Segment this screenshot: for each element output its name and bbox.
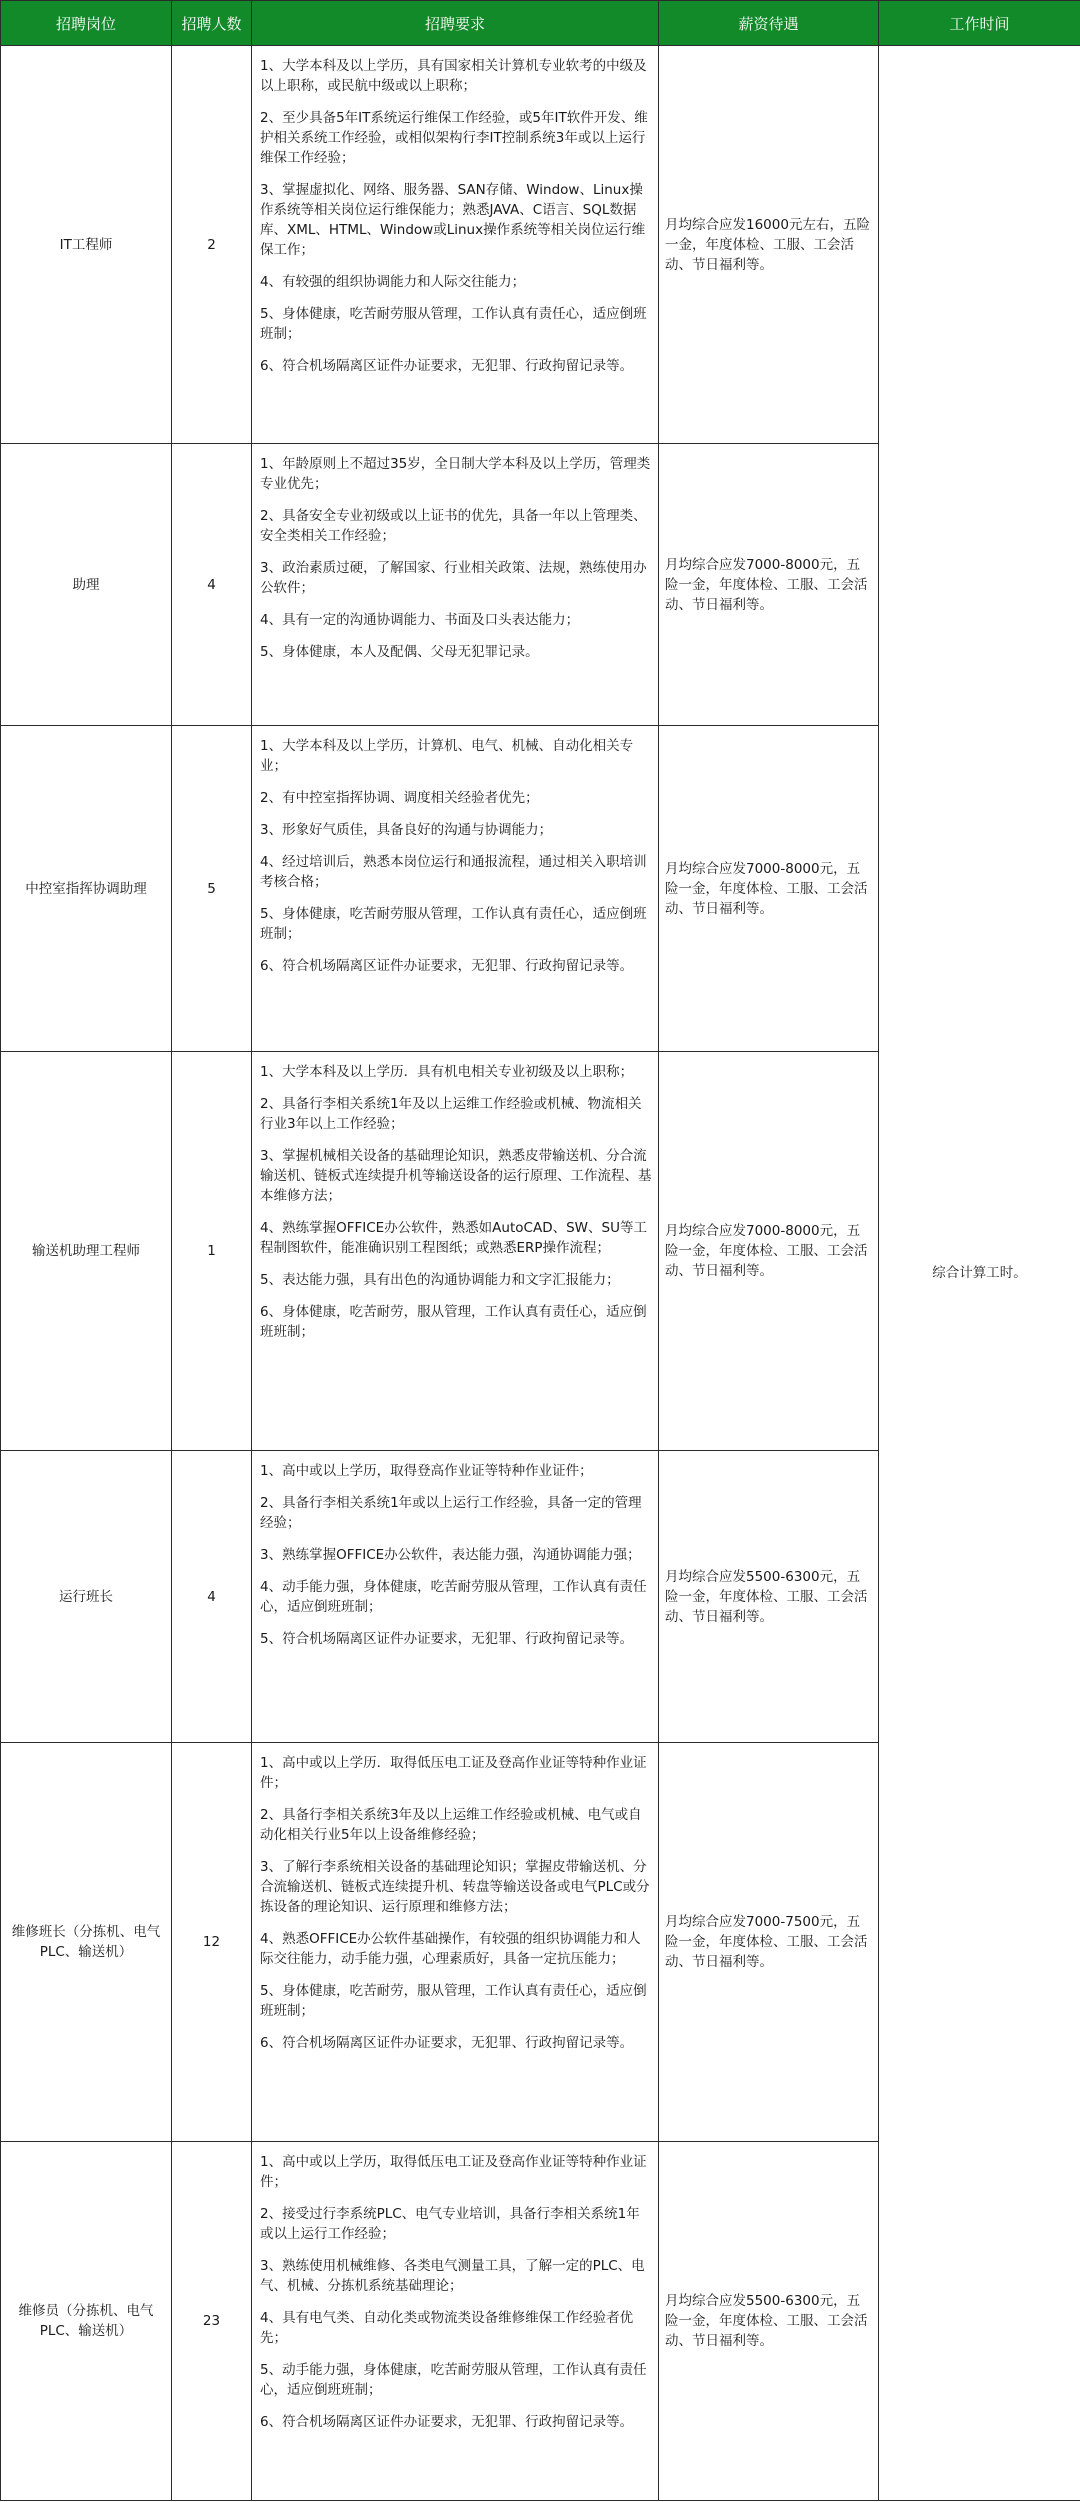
count-cell: 1	[172, 1052, 252, 1451]
salary-cell: 月均综合应发7000-7500元，五险一金，年度体检、工服、工会活动、节日福利等。	[659, 1743, 879, 2142]
header-position: 招聘岗位	[1, 1, 172, 46]
requirement-item: 1、高中或以上学历，取得登高作业证等特种作业证件；	[260, 1463, 593, 1479]
requirements-cell	[252, 444, 659, 726]
count-cell: 5	[172, 726, 252, 1052]
requirement-item: 3、掌握虚拟化、网络、服务器、SAN存储、Window、Linux操作系统等相关岗位运行维保能力；熟悉JAVA、C语言、SQL数据库、XML、HTML、Window或Linux操作系统等相关岗位运行维保工作；	[260, 182, 646, 258]
requirement-item: 6、身体健康，吃苦耐劳，服从管理，工作认真有责任心，适应倒班班制；	[260, 1304, 647, 1340]
requirement-item: 4、经过培训后，熟悉本岗位运行和通报流程，通过相关入职培训考核合格；	[260, 854, 647, 890]
requirement-item: 2、具备安全专业初级或以上证书的优先，具备一年以上管理类、安全类相关工作经验；	[260, 508, 647, 544]
requirement-item: 4、熟悉OFFICE办公软件基础操作，有较强的组织协调能力和人际交往能力，动手能力强，心理素质好，具备一定抗压能力；	[260, 1931, 641, 1967]
header-row	[1, 1, 1080, 46]
requirement-item: 3、熟练使用机械维修、各类电气测量工具，了解一定的PLC、电气、机械、分拣机系统基础理论；	[260, 2258, 645, 2294]
requirement-item: 3、熟练掌握OFFICE办公软件，表达能力强，沟通协调能力强；	[260, 1547, 641, 1563]
requirement-item: 2、具备行李相关系统1年及以上运维工作经验或机械、物流相关行业3年以上工作经验；	[260, 1096, 642, 1132]
position-cell: IT工程师	[1, 46, 172, 444]
requirement-item: 2、有中控室指挥协调、调度相关经验者优先；	[260, 790, 539, 806]
position-cell: 运行班长	[1, 1451, 172, 1743]
requirement-item: 5、身体健康，本人及配偶、父母无犯罪记录。	[260, 644, 539, 660]
count-cell: 12	[172, 1743, 252, 2142]
requirement-item: 1、大学本科及以上学历，具有国家相关计算机专业软考的中级及以上职称，或民航中级或以上职称；	[260, 58, 647, 94]
count-cell: 4	[172, 444, 252, 726]
count-cell: 23	[172, 2142, 252, 2501]
requirement-item: 2、至少具备5年IT系统运行维保工作经验，或5年IT软件开发、维护相关系统工作经验，或相似架构行李IT控制系统3年或以上运行维保工作经验；	[260, 110, 648, 166]
requirement-item: 3、了解行李系统相关设备的基础理论知识；掌握皮带输送机、分合流输送机、链板式连续提升机、转盘等输送设备或电气PLC或分拣设备的理论知识、运行原理和维修方法；	[260, 1859, 650, 1915]
requirement-item: 4、动手能力强，身体健康，吃苦耐劳服从管理，工作认真有责任心，适应倒班班制；	[260, 1579, 647, 1615]
header-count: 招聘人数	[172, 1, 252, 46]
requirements-cell	[252, 1743, 659, 2142]
requirement-item: 5、符合机场隔离区证件办证要求，无犯罪、行政拘留记录等。	[260, 1631, 634, 1647]
header-salary: 薪资待遇	[659, 1, 879, 46]
requirement-item: 5、身体健康，吃苦耐劳服从管理，工作认真有责任心，适应倒班班制；	[260, 306, 647, 342]
requirements-cell	[252, 2142, 659, 2501]
requirement-item: 4、具有一定的沟通协调能力、书面及口头表达能力；	[260, 612, 580, 628]
requirement-item: 5、动手能力强，身体健康，吃苦耐劳服从管理，工作认真有责任心，适应倒班班制；	[260, 2362, 647, 2398]
requirement-item: 2、具备行李相关系统3年及以上运维工作经验或机械、电气或自动化相关行业5年以上设备维修经验；	[260, 1807, 642, 1843]
header-work-time: 工作时间	[879, 1, 1080, 46]
requirements-cell	[252, 726, 659, 1052]
requirement-item: 3、掌握机械相关设备的基础理论知识，熟悉皮带输送机、分合流输送机、链板式连续提升机等输送设备的运行原理、工作流程、基本维修方法；	[260, 1148, 652, 1204]
requirement-item: 5、表达能力强，具有出色的沟通协调能力和文字汇报能力；	[260, 1272, 620, 1288]
salary-cell: 月均综合应发5500-6300元，五险一金，年度体检、工服、工会活动、节日福利等。	[659, 1451, 879, 1743]
requirement-item: 4、熟练掌握OFFICE办公软件，熟悉如AutoCAD、SW、SU等工程制图软件，能准确识别工程图纸；或熟悉ERP操作流程；	[260, 1220, 647, 1256]
position-cell: 中控室指挥协调助理	[1, 726, 172, 1052]
requirement-item: 4、有较强的组织协调能力和人际交往能力；	[260, 274, 526, 290]
requirement-item: 5、身体健康，吃苦耐劳，服从管理，工作认真有责任心，适应倒班班制；	[260, 1983, 647, 2019]
header-requirements: 招聘要求	[252, 1, 659, 46]
requirements-cell	[252, 1451, 659, 1743]
requirement-item: 6、符合机场隔离区证件办证要求，无犯罪、行政拘留记录等。	[260, 2414, 634, 2430]
requirements-cell	[252, 1052, 659, 1451]
requirement-item: 3、政治素质过硬，了解国家、行业相关政策、法规，熟练使用办公软件；	[260, 560, 647, 596]
position-cell: 输送机助理工程师	[1, 1052, 172, 1451]
requirement-item: 6、符合机场隔离区证件办证要求，无犯罪、行政拘留记录等。	[260, 2035, 634, 2051]
requirement-item: 1、高中或以上学历，取得低压电工证及登高作业证等特种作业证件；	[260, 2154, 647, 2190]
position-cell: 助理	[1, 444, 172, 726]
requirement-item: 1、大学本科及以上学历．具有机电相关专业初级及以上职称；	[260, 1064, 634, 1080]
requirement-item: 6、符合机场隔离区证件办证要求，无犯罪、行政拘留记录等。	[260, 358, 634, 374]
salary-cell: 月均综合应发7000-8000元，五险一金，年度体检、工服、工会活动、节日福利等。	[659, 726, 879, 1052]
requirement-item: 1、高中或以上学历．取得低压电工证及登高作业证等特种作业证件；	[260, 1755, 647, 1791]
requirement-item: 1、大学本科及以上学历，计算机、电气、机械、自动化相关专业；	[260, 738, 634, 774]
requirement-item: 3、形象好气质佳，具备良好的沟通与协调能力；	[260, 822, 553, 838]
requirement-item: 1、年龄原则上不超过35岁，全日制大学本科及以上学历，管理类专业优先；	[260, 456, 651, 492]
requirement-item: 2、接受过行李系统PLC、电气专业培训，具备行李相关系统1年或以上运行工作经验；	[260, 2206, 640, 2242]
position-cell: 维修员（分拣机、电气PLC、输送机）	[1, 2142, 172, 2501]
table-body	[1, 46, 1080, 2501]
requirement-item: 5、身体健康，吃苦耐劳服从管理，工作认真有责任心，适应倒班班制；	[260, 906, 647, 942]
requirements-cell	[252, 46, 659, 444]
requirement-item: 4、具有电气类、自动化类或物流类设备维修维保工作经验者优先；	[260, 2310, 634, 2346]
salary-cell: 月均综合应发16000元左右，五险一金，年度体检、工服、工会活动、节日福利等。	[659, 46, 879, 444]
table-row	[1, 46, 1080, 444]
position-cell: 维修班长（分拣机、电气PLC、输送机）	[1, 1743, 172, 2142]
salary-cell: 月均综合应发7000-8000元，五险一金，年度体检、工服、工会活动、节日福利等。	[659, 444, 879, 726]
requirement-item: 2、具备行李相关系统1年或以上运行工作经验，具备一定的管理经验；	[260, 1495, 642, 1531]
work-time-cell: 综合计算工时。	[879, 46, 1080, 2501]
count-cell: 4	[172, 1451, 252, 1743]
count-cell: 2	[172, 46, 252, 444]
salary-cell: 月均综合应发5500-6300元，五险一金，年度体检、工服、工会活动、节日福利等。	[659, 2142, 879, 2501]
requirement-item: 6、符合机场隔离区证件办证要求，无犯罪、行政拘留记录等。	[260, 958, 634, 974]
salary-cell: 月均综合应发7000-8000元，五险一金，年度体检、工服、工会活动、节日福利等。	[659, 1052, 879, 1451]
